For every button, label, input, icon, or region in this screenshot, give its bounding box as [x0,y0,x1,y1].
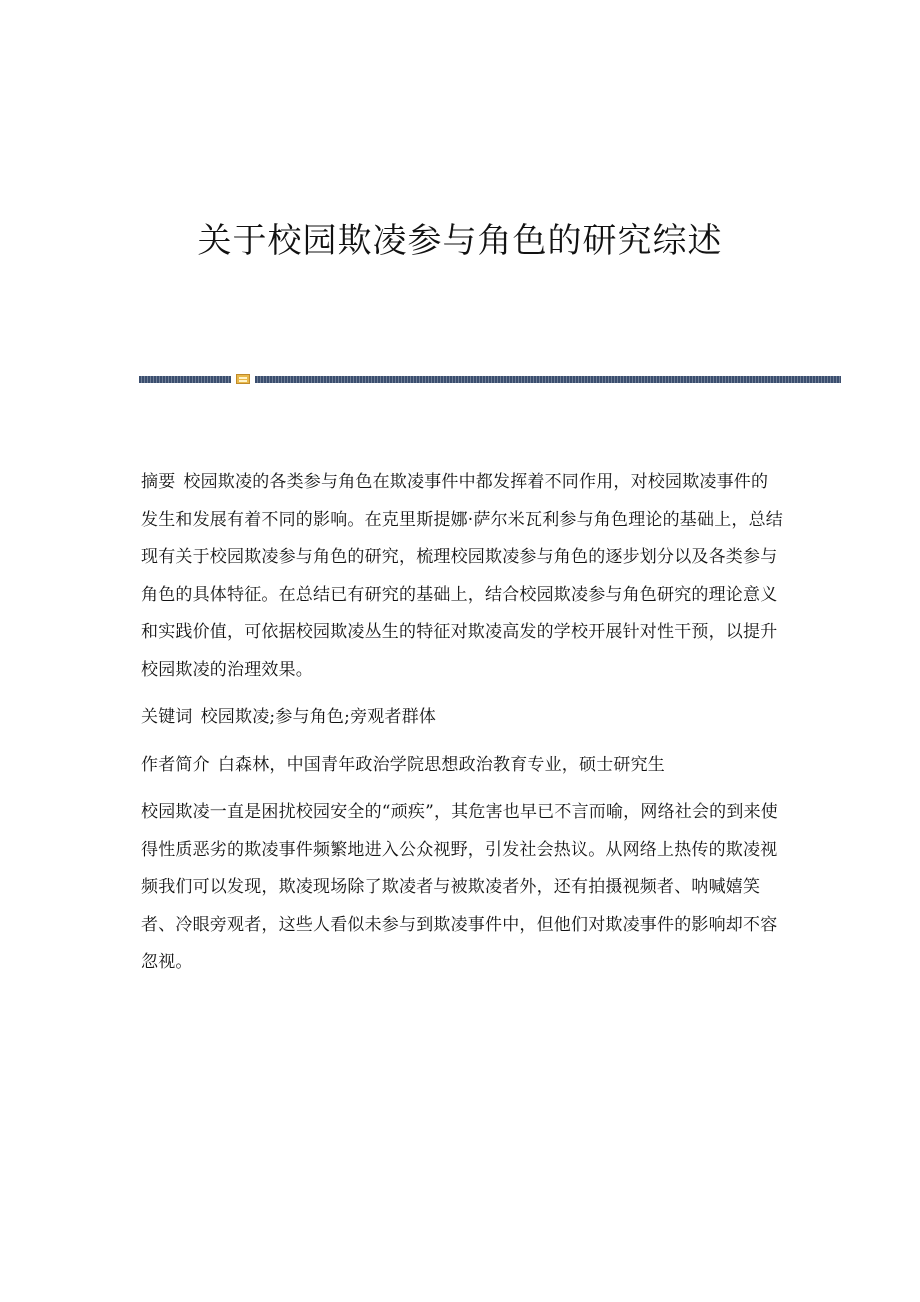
keywords-text: 校园欺凌;参与角色;旁观者群体 [200,707,437,727]
document-body [141,464,783,992]
divider-ornament-icon [236,374,250,384]
keywords-paragraph [141,699,783,737]
title-divider [139,373,841,385]
body-paragraph: 校园欺凌一直是困扰校园安全的“顽疾”，其危害也早已不言而喻，网络社会的到来使得性质恶劣的欺凌事件频繁地进入公众视野，引发社会热议。从网络上热传的欺凌视频我们可以发现，欺凌现场除了欺凌者与被欺凌者外，还有拍摄视频者、呐喊嬉笑者、冷眼旁观者，这些人看似未参与到欺凌事件中，但他们对欺凌事件的影响却不容忽视。 [141,802,778,972]
keywords-label: 关键词 [141,707,193,727]
divider-bar-right [255,376,841,383]
abstract-text: 校园欺凌的各类参与角色在欺凌事件中都发挥着不同作用，对校园欺凌事件的发生和发展有着不同的影响。在克里斯提娜·萨尔米瓦利参与角色理论的基础上，总结现有关于校园欺凌参与角色的研究，梳理校园欺凌参与角色的逐步划分以及各类参与角色的具体特征。在总结已有研究的基础上，结合校园欺凌参与角色研究的理论意义和实践价值，可依据校园欺凌丛生的特征对欺凌高发的学校开展针对性干预，以提升校园欺凌的治理效果。 [141,472,784,680]
abstract-label: 摘要 [141,472,176,492]
author-paragraph [141,747,783,785]
author-label: 作者简介 [141,754,210,775]
author-text: 白森林，中国青年政治学院思想政治教育专业，硕士研究生 [217,754,666,775]
document-title: 关于校园欺凌参与角色的研究综述 [197,221,723,261]
divider-bar-left [139,376,231,383]
abstract-paragraph [141,464,783,689]
